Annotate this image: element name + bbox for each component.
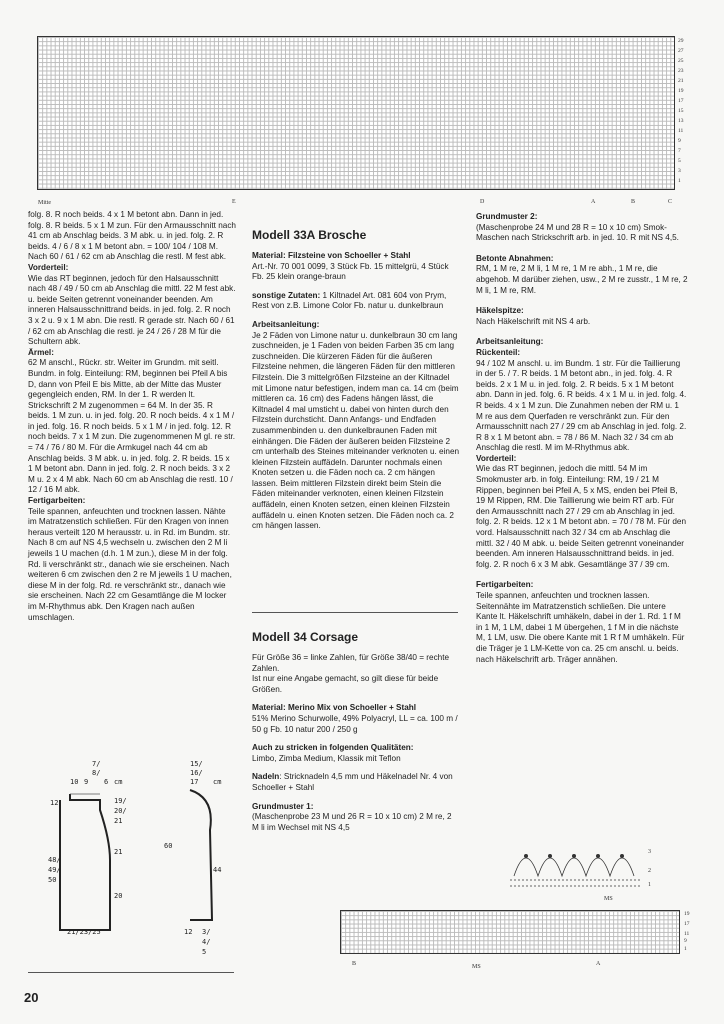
nadeln-text: : Stricknadeln 4,5 mm und Häkelnadel Nr. 4 von Schoeller + Stahl — [252, 772, 453, 792]
haekelspitze-heading: Häkelspitze: — [476, 306, 524, 316]
bottom-row-number: 9 — [684, 938, 687, 944]
bottom-marker-ms: MS — [472, 964, 481, 970]
schem1-label: 7/ — [92, 760, 101, 768]
text-para: (Maschenprobe 23 M und 26 R = 10 x 10 cm) 2 M re, 2 M li im Wechsel mit NS 4,5 — [252, 812, 452, 832]
column-2b — [252, 630, 460, 833]
schem1-label: 12 — [50, 799, 59, 807]
crochet-row-label: 3 — [648, 849, 651, 855]
schem2-label: 4/ — [202, 938, 211, 946]
schem1-label: cm — [114, 778, 123, 786]
text-para: (Maschenprobe 24 M und 28 R = 10 x 10 cm) Smok-Maschen nach Strickschrift arb. in jed. 10. R mit NS 4,5. — [476, 222, 679, 243]
crochet-row-label: 1 — [648, 882, 651, 888]
marker-a: A — [591, 199, 596, 205]
column-1 — [28, 210, 236, 623]
text-para: RM, 1 M re, 2 M li, 1 M re, 1 M re abh., 1 M re, die abgehob. M darüber ziehen, usw., 2 M re zusstr., 1 M re, 2 M li, 1 M re, RM. — [476, 264, 688, 295]
knitting-chart-bottom — [340, 910, 680, 954]
page-number: 20 — [24, 990, 39, 1005]
chart-row-number: 19 — [678, 88, 684, 94]
chart-row-number: 3 — [678, 168, 681, 174]
rueckenteil-heading: Rückenteil: — [476, 347, 521, 357]
bottom-row-number: 19 — [684, 911, 690, 917]
crochet-ms-label: MS — [604, 896, 613, 902]
text-para: 94 / 102 M anschl. u. im Bundm. 1 str. Für die Taillierung in der 5. / 7. R beids. 1 M betont abn., in jed. folg. 4. R beids. 2 x 1 M u. in jed. folg. 2. R beids. 5 x 1 M betont abn. Dann in jed. folg. 6. R beids. 4 x 1 M u. in jed. folg. 4. R beids. 4 x 1 M zun. Die Zunahmen neben der RM u. 1 M re aus dem Querfaden re verschränkt zun. Für den Armausschnitt nach 27 / 29 cm ab Anschlag in jed. folg. 2. R 8 x 1 M betont abn. = 78 / 86 M. Nach 32 / 34 cm ab Anschlag die restl. M im M-Rhythmus abk. — [476, 358, 687, 453]
bottom-row-number: 17 — [684, 921, 690, 927]
schem1-label: 10 — [70, 778, 79, 786]
qualities-heading: Auch zu stricken in folgenden Qualitäten: — [252, 743, 414, 753]
heading-vorderteil: Vorderteil: — [28, 262, 69, 272]
divider — [252, 612, 458, 613]
zutaten-text: 1 Kiltnadel Art. 081 604 von Prym, Rest von z.B. Limone Color Fb. natur u. dunkelbraun — [252, 290, 447, 311]
schem1-label: 20 — [114, 892, 123, 900]
section-title-34: Modell 34 Corsage — [252, 630, 359, 644]
schem2-label: cm — [213, 778, 222, 786]
schem1-label: 48/ — [48, 856, 61, 864]
bottom-row-number: 11 — [684, 931, 690, 937]
bottom-row-number: 1 — [684, 946, 687, 952]
column-2 — [252, 228, 460, 532]
column-3 — [476, 212, 688, 665]
vorderteil-heading: Vorderteil: — [476, 453, 517, 463]
chart-row-number: 13 — [678, 118, 684, 124]
schem2-label: 12 — [184, 928, 193, 936]
schem2-label: 5 — [202, 948, 207, 956]
chart-row-number: 21 — [678, 78, 684, 84]
schem1-label: 9 — [84, 778, 89, 786]
text-para: folg. 8. R noch beids. 4 x 1 M betont abn. Dann in jed. folg. 8. R beids. 5 x 1 M zun. Für den Armausschnitt nach 41 cm ab Anschlag beids. 3 M abk. u. in jed. folg. 2. R beids. 4 / 6 / 8 x 1 M betont abn. = 100/ 104 / 108 M. Nach 60 / 61 / 62 cm ab Anschlag die restl. M fest abk. — [28, 210, 236, 262]
chart-row-number: 5 — [678, 158, 681, 164]
chart-row-number: 25 — [678, 58, 684, 64]
chart-row-number: 15 — [678, 108, 684, 114]
schem2-label: 3/ — [202, 928, 211, 936]
text-para: Wie das RT beginnen, jedoch die mittl. 54 M im Smokmuster arb. in folg. Einteilung: RM, 19 / 21 M Rippen, beginnen bei Pfeil A, 5 x MS, enden bei Pfeil B, 19 M Rippen, RM. Die Taillierung wie beim RT arb. Für den Armausschnitt nach 27 / 29 cm ab Anschlag in jed. folg. 2. R beids. 12 x 1 M betont abn. = 70 / 78 M. Für den vord. Halsausschnitt nach 32 / 34 cm ab Anschlag die mittl. 32 / 40 M abk. u. beide Seiten getrennt voneinander beenden. Am inneren Halsausschnittrand beids. in jed. folg. 2. R noch 6 x 3 M abk. Gesamtlänge 37 / 39 cm. — [476, 464, 687, 569]
text-para: Je 2 Fäden von Limone natur u. dunkelbraun 30 cm lang zuschneiden, je 1 Faden von beiden Farben 35 cm lang zuschneiden. Die kürzeren Fäden für die äußeren Filzsteine nehmen, die längeren Fäden für den mittleren Filzstein. Die 3 mittelgrößen Filzsteine an der Kiltnadel mit Limone natur befestigen, indem man ca. 14 cm (beim mittleren ca. 16 cm) des Fadens hängen lässt, die Kiltnadel 4 mal umsticht u. dabei von hinten durch den Filzstein durchsticht. Dann Anfangs- und Endfaden zusammenbinden u. den dunkelbraunen Faden mit einhängen. Die Fäden der äußeren beiden Filzsteine 2 cm unterhalb des Steines miteinander verknoten u. einen kleinen Filzstein auffädeln. Darunter nochmals einen Knoten setzen u. die Fäden noch ca. 2 cm hängen lassen. Beim mittleren Filzstein direkt beim Stein die Fäden miteinander verknoten, einen kleinen Filzstein auffädeln, einen Knoten setzen, einen kleinen Filzstein auffädeln u. einen Knoten setzen. Die Fäden noch ca. 2 cm hängen lassen. — [252, 330, 460, 531]
fertigarbeiten-heading: Fertigarbeiten: — [476, 580, 534, 590]
divider — [28, 972, 234, 973]
marker-d: D — [480, 199, 485, 205]
schematic-sleeve — [170, 770, 240, 935]
schem1-label: 8/ — [92, 769, 101, 777]
grundmuster2-heading: Grundmuster 2: — [476, 212, 538, 221]
chart-label-mitte: Mitte — [38, 200, 51, 206]
nadeln-heading: Nadeln — [252, 772, 280, 782]
nadeln-para — [252, 772, 460, 793]
bottom-marker-b: B — [352, 961, 357, 967]
grundmuster1-heading: Grundmuster 1: — [252, 801, 314, 811]
schem1-label: 19/ — [114, 797, 127, 805]
chart-row-number: 9 — [678, 138, 681, 144]
chart-row-number: 1 — [678, 178, 681, 184]
betonte-heading: Betonte Abnahmen: — [476, 253, 554, 263]
schem2-label: 15/ — [190, 760, 203, 768]
schem1-label: 21 — [114, 817, 123, 825]
marker-e: E — [232, 199, 236, 205]
arbeitsanleitung-heading: Arbeitsanleitung: — [476, 337, 544, 347]
text-para: Für Größe 36 = linke Zahlen, für Größe 38/40 = rechte Zahlen. — [252, 653, 450, 673]
zutaten-heading: sonstige Zutaten: — [252, 290, 321, 300]
material-heading: Material: Filzsteine von Schoeller + Stahl — [252, 251, 411, 260]
text-para: 51% Merino Schurwolle, 49% Polyacryl, LL = ca. 100 m / 50 g Fb. 10 natur 200 / 250 g — [252, 713, 458, 734]
schem2-label: 44 — [213, 866, 222, 874]
text-para: Wie das RT beginnen, jedoch für den Halsausschnitt nach 48 / 49 / 50 cm ab Anschlag die mittl. 22 M fest abk. u. beide Seiten getrennt voneinander beenden. Am inneren Halsausschnittrand beids. in jed. folg. 2. R noch 3 x 2 u. 9 x 1 M abn. Die restl. R gerade str. Nach 60 / 61 / 62 cm ab Anschlag die restl. je 24 / 26 / 28 M für die Schultern abk. — [28, 273, 236, 347]
heading-aermel: Ärmel: — [28, 347, 54, 357]
schem1-label: 21/23/25 — [67, 928, 101, 936]
schem1-label: 50 — [48, 876, 57, 884]
schem1-label: 20/ — [114, 807, 127, 815]
knitting-chart-top — [37, 36, 675, 190]
schem1-label: 6 — [104, 778, 109, 786]
schem1-label: 49/ — [48, 866, 61, 874]
chart-row-number: 27 — [678, 48, 684, 54]
text-para: Nach Häkelschrift mit NS 4 arb. — [476, 316, 591, 326]
marker-c: C — [668, 199, 673, 205]
chart-row-number: 11 — [678, 128, 684, 134]
chart-row-number: 23 — [678, 68, 684, 74]
text-para: Ist nur eine Angabe gemacht, so gilt diese für beide Größen. — [252, 674, 439, 694]
schem2-label: 17 — [190, 778, 199, 786]
bottom-marker-a: A — [596, 961, 601, 967]
zutaten-para — [252, 291, 460, 312]
schem2-label: 16/ — [190, 769, 203, 777]
chart-row-number: 29 — [678, 38, 684, 44]
text-para: 62 M anschl., Rückr. str. Weiter im Grundm. mit seitl. Bundm. in folg. Einteilung: RM, beginnen bei Pfeil A bis D, dann von Pfeil E bis Mitte, ab der Mitte das Muster gegengleich enden, RM. In der 1. R werden lt. Strickschrift 2 M zugenommen = 64 M. In der 35. R beids. 1 M zun. u. in jed. folg. 20. R noch beids. 4 x 1 M / in jed. folg. 16. R noch beids. 5 x 1 M / in jed. folg. 12. R noch beids. 7 x 1 M zun. Die zugenommenen M gl. re str. = 74 / 76 / 80 M. Für die Armkugel nach 44 cm ab Anschlag beids. 3 M abk. u. in jed. folg. 2. R beids. 15 x 1 M betont abn. Dann in jed. folg. 2. R noch beids. 3 x 2 M u. 2 x 4 M abk. Nach 60 cm ab Anschlag die restl. 10 / 12 / 16 M abk. — [28, 358, 236, 495]
text-para: Art.-Nr. 70 001 0099, 3 Stück Fb. 15 mittelgrü, 4 Stück Fb. 25 klein orange-braun — [252, 261, 449, 282]
heading-fertigarbeiten: Fertigarbeiten: — [28, 496, 86, 506]
material-heading: Material: Merino Mix von Schoeller + Stahl — [252, 703, 417, 713]
text-para: Teile spannen, anfeuchten und trocknen lassen. Seitennähte im Matratzenstich schließen. Die untere Kante lt. Häkelschrift umhäkeln, dabei in der 1. Rd. 1 f M in 1 M, 1 LM, dabei 1 M übergehen, 1 f M in die nächste M, 1 LM, usw. Die obere Kante mit 1 R f M umhäkeln. Für die Träger je 1 LM-Kette von ca. 25 cm anschl. u. beids. nach Häkelschrift arb. Träger annähen. — [476, 591, 685, 664]
chart-row-number: 7 — [678, 148, 681, 154]
crochet-row-label: 2 — [648, 868, 651, 874]
marker-b: B — [631, 199, 636, 205]
section-title-33a: Modell 33A Brosche — [252, 228, 367, 242]
arbeitsanleitung-heading: Arbeitsanleitung: — [252, 319, 320, 329]
text-para: Limbo, Zimba Medium, Klassik mit Teflon — [252, 753, 401, 763]
chart-row-number: 17 — [678, 98, 684, 104]
text-para: Teile spannen, anfeuchten und trocknen lassen. Nähte im Matratzenstich schließen. Für den Kragen von innen heraus verteilt 120 M herausstr. u. in Rd. im Bundm. str. Nach 8 cm auf NS 4,5 wechseln u. zwischen den 2 M li jeweils 1 U machen (d.h. 1 M zun.), diese M in der folg. Rd. li verschränkt str., danach wie sie erscheinen. Nach weiteren 6 cm zwischen den 2 re M jeweils 1 U machen, diese M in der folg. Rd. re verschränkt str., danach wie sie erscheinen. Nach 22 cm Gesamtlänge die M locker im M-Rhythmus abk. Den Kragen nach außen umschlagen. — [28, 506, 232, 622]
schem2-label: 60 — [164, 842, 173, 850]
crochet-chart — [506, 836, 646, 896]
schem1-label: 21 — [114, 848, 123, 856]
